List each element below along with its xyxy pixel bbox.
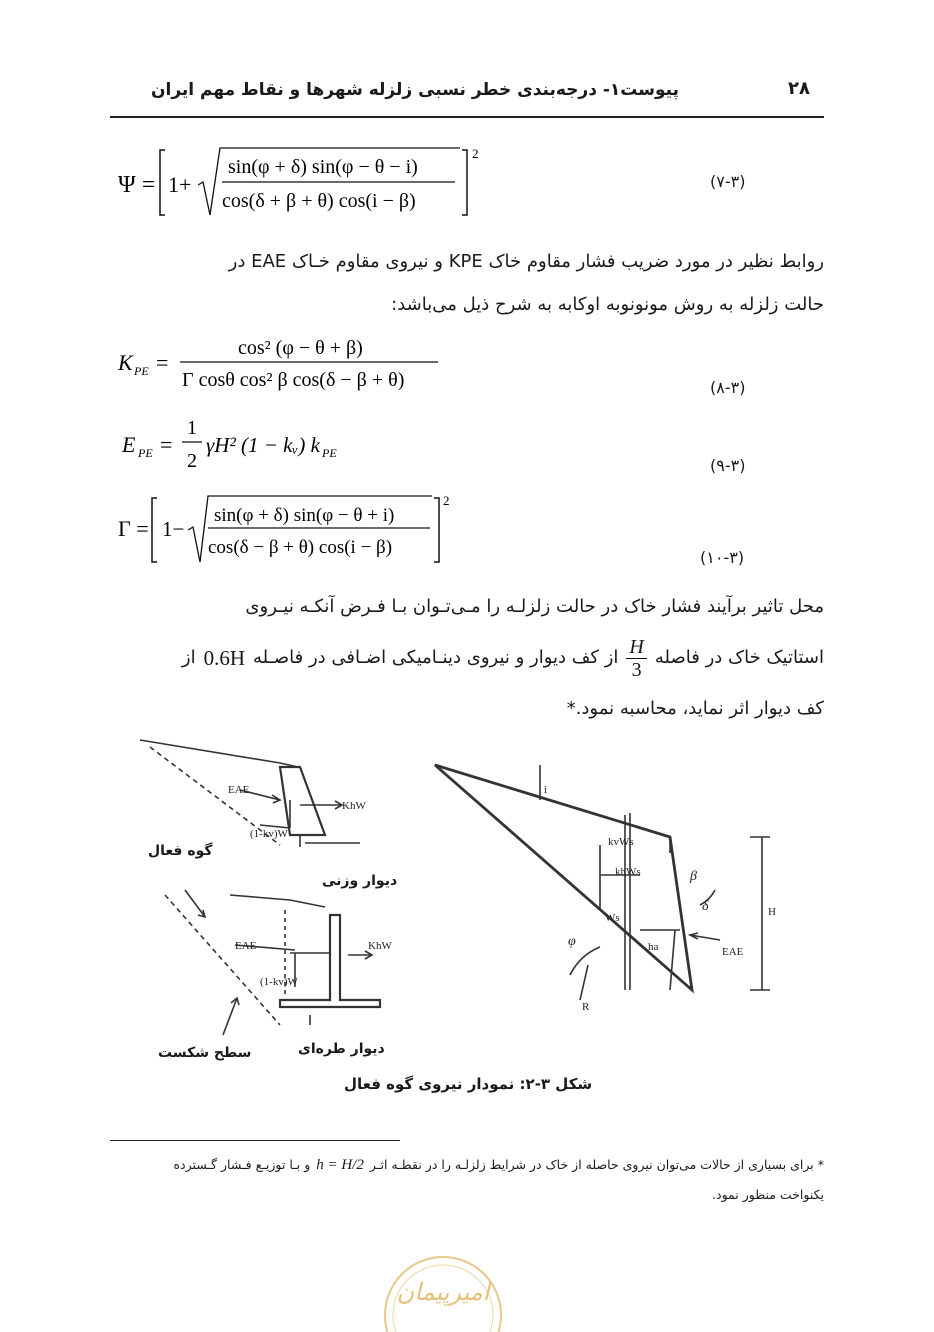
svg-text:(1-kv)W: (1-kv)W	[250, 828, 288, 840]
eq7-numerator: sin(φ + δ) sin(φ − θ − i)	[228, 156, 418, 178]
figure-caption: شکل ۳-۲: نمودار نیروی گوه فعال	[344, 1075, 593, 1093]
svg-text:Γ =: Γ =	[118, 516, 149, 541]
svg-text:PE: PE	[134, 364, 149, 378]
svg-text:1+: 1+	[168, 172, 192, 197]
svg-text:1: 1	[187, 417, 197, 439]
svg-text:kvWs: kvWs	[608, 836, 634, 848]
page-number: ۲۸	[788, 78, 810, 99]
svg-text:KhW: KhW	[342, 800, 366, 812]
eq10-denominator: cos(δ − β + θ) cos(i − β)	[208, 537, 393, 558]
equation-9-3	[110, 412, 410, 474]
svg-text:=: =	[160, 432, 173, 457]
svg-text:(1-kv)W: (1-kv)W	[260, 976, 298, 988]
svg-text:KhW: KhW	[368, 940, 392, 952]
eq-number-8-3: (۸-۳)	[710, 378, 746, 397]
svg-text:=: =	[156, 350, 169, 375]
eq8-numerator: cos² (φ − θ + β)	[238, 337, 363, 359]
backfill-surface-top	[140, 740, 298, 767]
footnote-line-2: یکنواخت منظور نمود.	[712, 1187, 824, 1202]
svg-text:φ: φ	[568, 934, 576, 949]
svg-text:Ψ =: Ψ =	[118, 172, 156, 198]
eq10-exponent: 2	[443, 493, 450, 508]
svg-text:1−: 1−	[162, 517, 185, 541]
equation-7-3	[110, 140, 510, 225]
equation-8-3	[110, 332, 460, 394]
svg-text:β: β	[690, 869, 697, 884]
paragraph-2	[110, 584, 824, 732]
footnote	[110, 1150, 824, 1210]
eq8-denominator: Γ cosθ cos² β cos(δ − β + θ)	[182, 369, 405, 391]
eq7-exponent: 2	[472, 146, 479, 161]
eq-number-7-3: (۷-۳)	[710, 172, 746, 191]
svg-text:E: E	[122, 432, 136, 457]
svg-text:δ: δ	[702, 899, 709, 914]
equation-10-3	[110, 490, 470, 570]
paragraph-2-line-1: محل تاثیر برآیند فشار خاک در حالت زلزلـه را مـی‌تـوان بـا فـرض آنکـه نیـروی	[245, 596, 824, 617]
svg-text:ha: ha	[648, 941, 659, 953]
svg-text:khWs: khWs	[615, 866, 641, 878]
svg-text:PE: PE	[322, 446, 337, 460]
eq-number-10-3: (۱۰-۳)	[700, 548, 745, 567]
label-gravity-wall: دیوار وزنی	[322, 873, 398, 889]
paragraph-2-line-2: استاتیک خاک در فاصله H 3 از کف دیوار و نیروی دینـامیکی اضـافی در فاصـله 0.6H از	[181, 635, 824, 681]
svg-text:EAE: EAE	[235, 940, 257, 952]
paragraph-1	[110, 240, 824, 326]
header-rule	[110, 116, 824, 118]
watermark-text: امیرپیمان	[396, 1280, 490, 1306]
paragraph-1-line-1: روابط نظیر در مورد ضریب فشار مقاوم خاک K‎PE و نیروی مقاوم خـاک E‎AE در	[228, 251, 824, 272]
gravity-wall	[280, 767, 325, 835]
svg-text:2: 2	[187, 450, 197, 472]
svg-text:i: i	[544, 784, 548, 796]
svg-text:K: K	[118, 350, 133, 375]
svg-text:R: R	[582, 1001, 590, 1013]
footnote-line-1: * برای بسیاری از حالات می‌توان نیروی حاصله از خاک در شرایط زلزلـه را در نقطـه اثـر h = H/2 و بـا توزیـع فـشار گـسترده	[110, 1150, 824, 1180]
svg-text:PE: PE	[138, 446, 153, 460]
eq10-numerator: sin(φ + δ) sin(φ − θ + i)	[214, 505, 395, 526]
eq7-denominator: cos(δ + β + θ) cos(i − β)	[222, 190, 416, 212]
active-wedge-figure	[110, 725, 824, 1065]
failure-plane-bottom	[165, 895, 280, 1025]
eq-number-9-3: (۹-۳)	[710, 456, 746, 475]
svg-text:Ws: Ws	[605, 912, 620, 924]
paragraph-1-line-2: حالت زلزله به روش مونونوبه اوکابه به شرح ذیل می‌باشد:	[391, 294, 824, 315]
label-cantilever-wall: دیوار طره‌ای	[298, 1041, 385, 1057]
running-header-title: پیوست۱- درجه‌بندی خطر نسبی زلزله شهرها و نقاط مهم ایران	[151, 80, 679, 100]
label-failure-surface: سطح شکست	[158, 1045, 252, 1061]
watermark-seal	[378, 1245, 508, 1332]
label-active-wedge: گوه فعال	[148, 843, 213, 859]
footnote-rule	[110, 1140, 400, 1141]
paragraph-2-line-3: کف دیوار اثر نماید، محاسبه نمود.*	[566, 698, 824, 719]
svg-text:H: H	[768, 906, 776, 918]
svg-text:EAE: EAE	[722, 946, 744, 958]
footnote-formula: h = H/2	[316, 1157, 364, 1173]
fraction-h-over-3: H 3	[626, 636, 646, 681]
svg-text:EAE: EAE	[228, 784, 250, 796]
force-polygon	[435, 765, 692, 990]
eq9-rhs: γH² (1 − kᵥ) k	[206, 433, 320, 457]
